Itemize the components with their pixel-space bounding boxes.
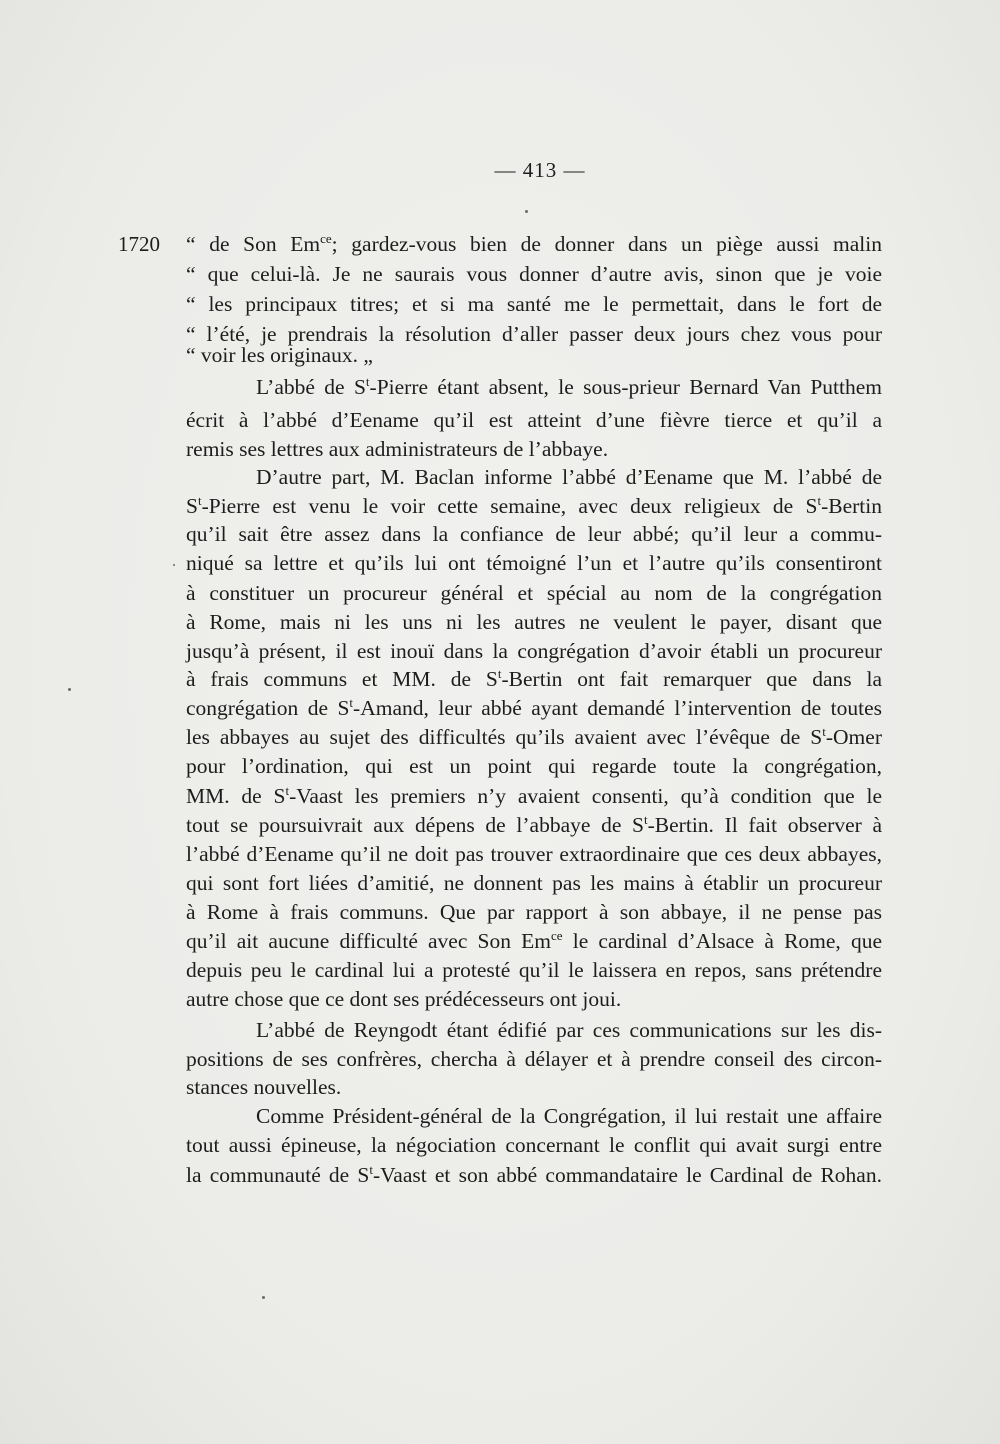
text-line: qu’il ait aucune difficulté avec Son $Em^{ce}$ le cardinal d’Alsace à Rome, que [186, 927, 882, 953]
text-line: D’autre part, M. Baclan informe l’abbé d’Eename que M. l’abbé de [256, 465, 882, 489]
text-line: “ les principaux titres; et si ma santé me le permettait, dans le fort de [186, 292, 882, 316]
paper-speck [68, 688, 71, 691]
paper-speck [262, 1296, 265, 1299]
text-line: “ de Son $Em^{ce}$; gardez-vous bien de donner dans un piège aussi malin [186, 230, 882, 256]
text-line: $S^t$-Pierre est venu le voir cette semaine, avec deux religieux de $S^t$-Bertin [186, 492, 882, 518]
text-line: autre chose que ce dont ses prédécesseurs ont joui. [186, 987, 622, 1011]
text-line: à Rome à frais communs. Que par rapport à son abbaye, il ne pense pas [186, 900, 882, 924]
text-line: stances nouvelles. [186, 1075, 342, 1099]
text-line: jusqu’à présent, il est inouï dans la congrégation d’avoir établi un procureur [186, 639, 882, 663]
text-line: Comme Président-général de la Congrégation, il lui restait une affaire [256, 1104, 882, 1128]
text-line: congrégation de $S^t$-Amand, leur abbé ayant demandé l’intervention de toutes [186, 694, 882, 720]
text-line: “ l’été, je prendrais la résolution d’aller passer deux jours chez vous pour [186, 322, 882, 346]
text-line: écrit à l’abbé d’Eename qu’il est atteint d’une fièvre tierce et qu’il a [186, 408, 882, 432]
text-line: MM. de $S^t$-Vaast les premiers n’y avaient consenti, qu’à condition que le [186, 782, 882, 808]
text-line: niqué sa lettre et qu’ils lui ont témoigné l’un et l’autre qu’ils consentiront [186, 551, 882, 575]
text-line: “ voir les originaux. „ [186, 343, 373, 367]
text-line: positions de ses confrères, chercha à délayer et à prendre conseil des circon- [186, 1047, 882, 1071]
text-line: qui sont fort liées d’amitié, ne donnent pas les mains à établir un procureur [186, 871, 882, 895]
paper-speck [173, 564, 175, 566]
text-line: à Rome, mais ni les uns ni les autres ne veulent le payer, disant que [186, 610, 882, 634]
text-line: tout se poursuivrait aux dépens de l’abbaye de $S^t$-Bertin. Il fait observer à [186, 811, 882, 837]
text-line: remis ses lettres aux administrateurs de l’abbaye. [186, 437, 609, 461]
page-number: — 413 — [494, 158, 586, 182]
text-line: “ que celui-là. Je ne saurais vous donner d’autre avis, sinon que je voie [186, 262, 882, 286]
text-line: L’abbé de $S^t$-Pierre étant absent, le sous-prieur Bernard Van Putthem [256, 373, 882, 399]
text-line: à constituer un procureur général et spécial au nom de la congrégation [186, 581, 882, 605]
text-line: les abbayes au sujet des difficultés qu’ils avaient avec l’évêque de $S^t$-Omer [186, 723, 882, 749]
text-line: tout aussi épineuse, la négociation concernant le conflit qui avait surgi entre [186, 1133, 882, 1157]
text-line: qu’il sait être assez dans la confiance de leur abbé; qu’il leur a commu- [186, 522, 882, 546]
text-line: pour l’ordination, qui est un point qui regarde toute la congrégation, [186, 754, 882, 778]
paper-speck [525, 210, 528, 213]
margin-year: 1720 [118, 232, 160, 256]
text-line: L’abbé de Reyngodt étant édifié par ces communications sur les dis- [256, 1018, 882, 1042]
text-line: la communauté de $S^t$-Vaast et son abbé commandataire le Cardinal de Rohan. [186, 1161, 882, 1187]
text-line: l’abbé d’Eename qu’il ne doit pas trouver extraordinaire que ces deux abbayes, [186, 842, 882, 866]
text-line: à frais communs et MM. de $S^t$-Bertin ont fait remarquer que dans la [186, 665, 882, 691]
text-line: depuis peu le cardinal lui a protesté qu’il le laissera en repos, sans prétendre [186, 958, 882, 982]
